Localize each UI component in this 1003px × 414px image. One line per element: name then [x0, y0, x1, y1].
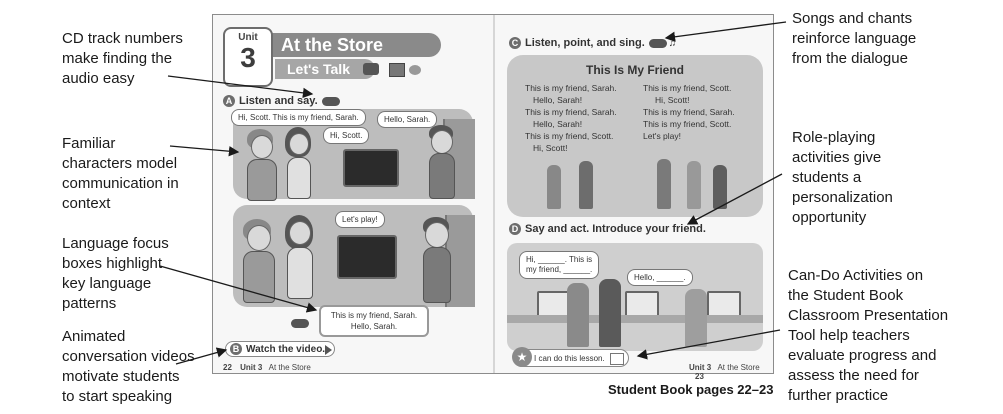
callout-characters: Familiar characters model communication in context [62, 135, 179, 212]
song-left-line-1: This is my friend, Sarah. [525, 83, 617, 93]
bubble-hello-sarah: Hello, Sarah. [377, 111, 437, 128]
arrow-cd-track [168, 76, 312, 94]
song-left-line-2: Hello, Sarah! [533, 95, 583, 105]
lets-talk-banner: Let's Talk [275, 59, 375, 79]
section-d-letter: D [509, 223, 521, 235]
song-right-line-5: Let's play! [643, 131, 682, 141]
section-b-letter: B [230, 343, 242, 355]
focus-line-1: This is my friend, Sarah. [330, 311, 418, 320]
page-number-right: 23 [695, 372, 704, 381]
section-a-label: Listen and say. [239, 95, 318, 107]
bubble-lets-play: Let's play! [335, 211, 385, 228]
unit-title-banner: At the Store [265, 33, 441, 57]
arrow-can-do [638, 330, 780, 356]
song-title: This Is My Friend [585, 63, 684, 77]
song-right-line-1: This is my friend, Scott. [643, 83, 732, 93]
bubble-hello-blank: Hello, ______. [627, 269, 693, 286]
unit-label: Unit [238, 32, 258, 43]
callout-can-do: Can-Do Activities on the Student Book Classroom Presentation Tool help teachers evaluate progress and assess the need for further practice [788, 267, 949, 404]
callout-animated-videos: Animated conversation videos motivate students to start speaking [62, 328, 195, 405]
unit-number: 3 [240, 42, 256, 73]
focus-line-2: Hello, Sarah. [350, 322, 398, 331]
footer-right-topic: At the Store [717, 363, 760, 372]
callout-language-focus: Language focus boxes highlight key language patterns [62, 235, 169, 312]
section-c-label: Listen, point, and sing. [525, 37, 645, 49]
page-number-left: 22 [223, 363, 232, 372]
footer-right-unit: Unit 3 [689, 363, 712, 372]
bubble-intro: Hi, Scott. This is my friend, Sarah. [231, 109, 366, 126]
song-right-line-4: This is my friend, Scott. [643, 119, 732, 129]
callout-cd-track: CD track numbers make finding the audio easy [62, 30, 183, 87]
callout-role-playing: Role-playing activities give students a personalization opportunity [792, 129, 893, 226]
bubble-introduce-line-1: Hi, ______. This is [526, 255, 593, 264]
figure-caption: Student Book pages 22–23 [608, 382, 774, 397]
bubble-introduce-line-2: my friend, ______. [526, 265, 593, 274]
song-right-line-3: This is my friend, Sarah. [643, 107, 735, 117]
song-left-line-4: Hello, Sarah! [533, 119, 583, 129]
bubble-hi-scott: Hi, Scott. [323, 127, 369, 144]
can-do-text: I can do this lesson. [534, 354, 605, 363]
arrow-animated [176, 350, 226, 364]
footer-left-unit: Unit 3 [240, 363, 263, 372]
section-d-label: Say and act. Introduce your friend. [525, 223, 706, 235]
song-right-line-2: Hi, Scott! [655, 95, 690, 105]
arrow-role-playing [688, 174, 782, 224]
arrow-characters [170, 146, 238, 152]
song-left-line-6: Hi, Scott! [533, 143, 568, 153]
section-c-letter: C [509, 37, 521, 49]
star-icon: ★ [512, 347, 532, 367]
song-left-line-3: This is my friend, Sarah. [525, 107, 617, 117]
callout-songs: Songs and chants reinforce language from the dialogue [792, 10, 917, 67]
song-left-line-5: This is my friend, Scott. [525, 131, 614, 141]
footer-left-topic: At the Store [268, 363, 311, 372]
arrow-songs [666, 22, 786, 38]
section-a-letter: A [223, 95, 235, 107]
section-b-label: Watch the video. [246, 344, 326, 355]
music-note-icon: ♫ [668, 38, 677, 49]
arrow-language-focus [160, 266, 316, 310]
